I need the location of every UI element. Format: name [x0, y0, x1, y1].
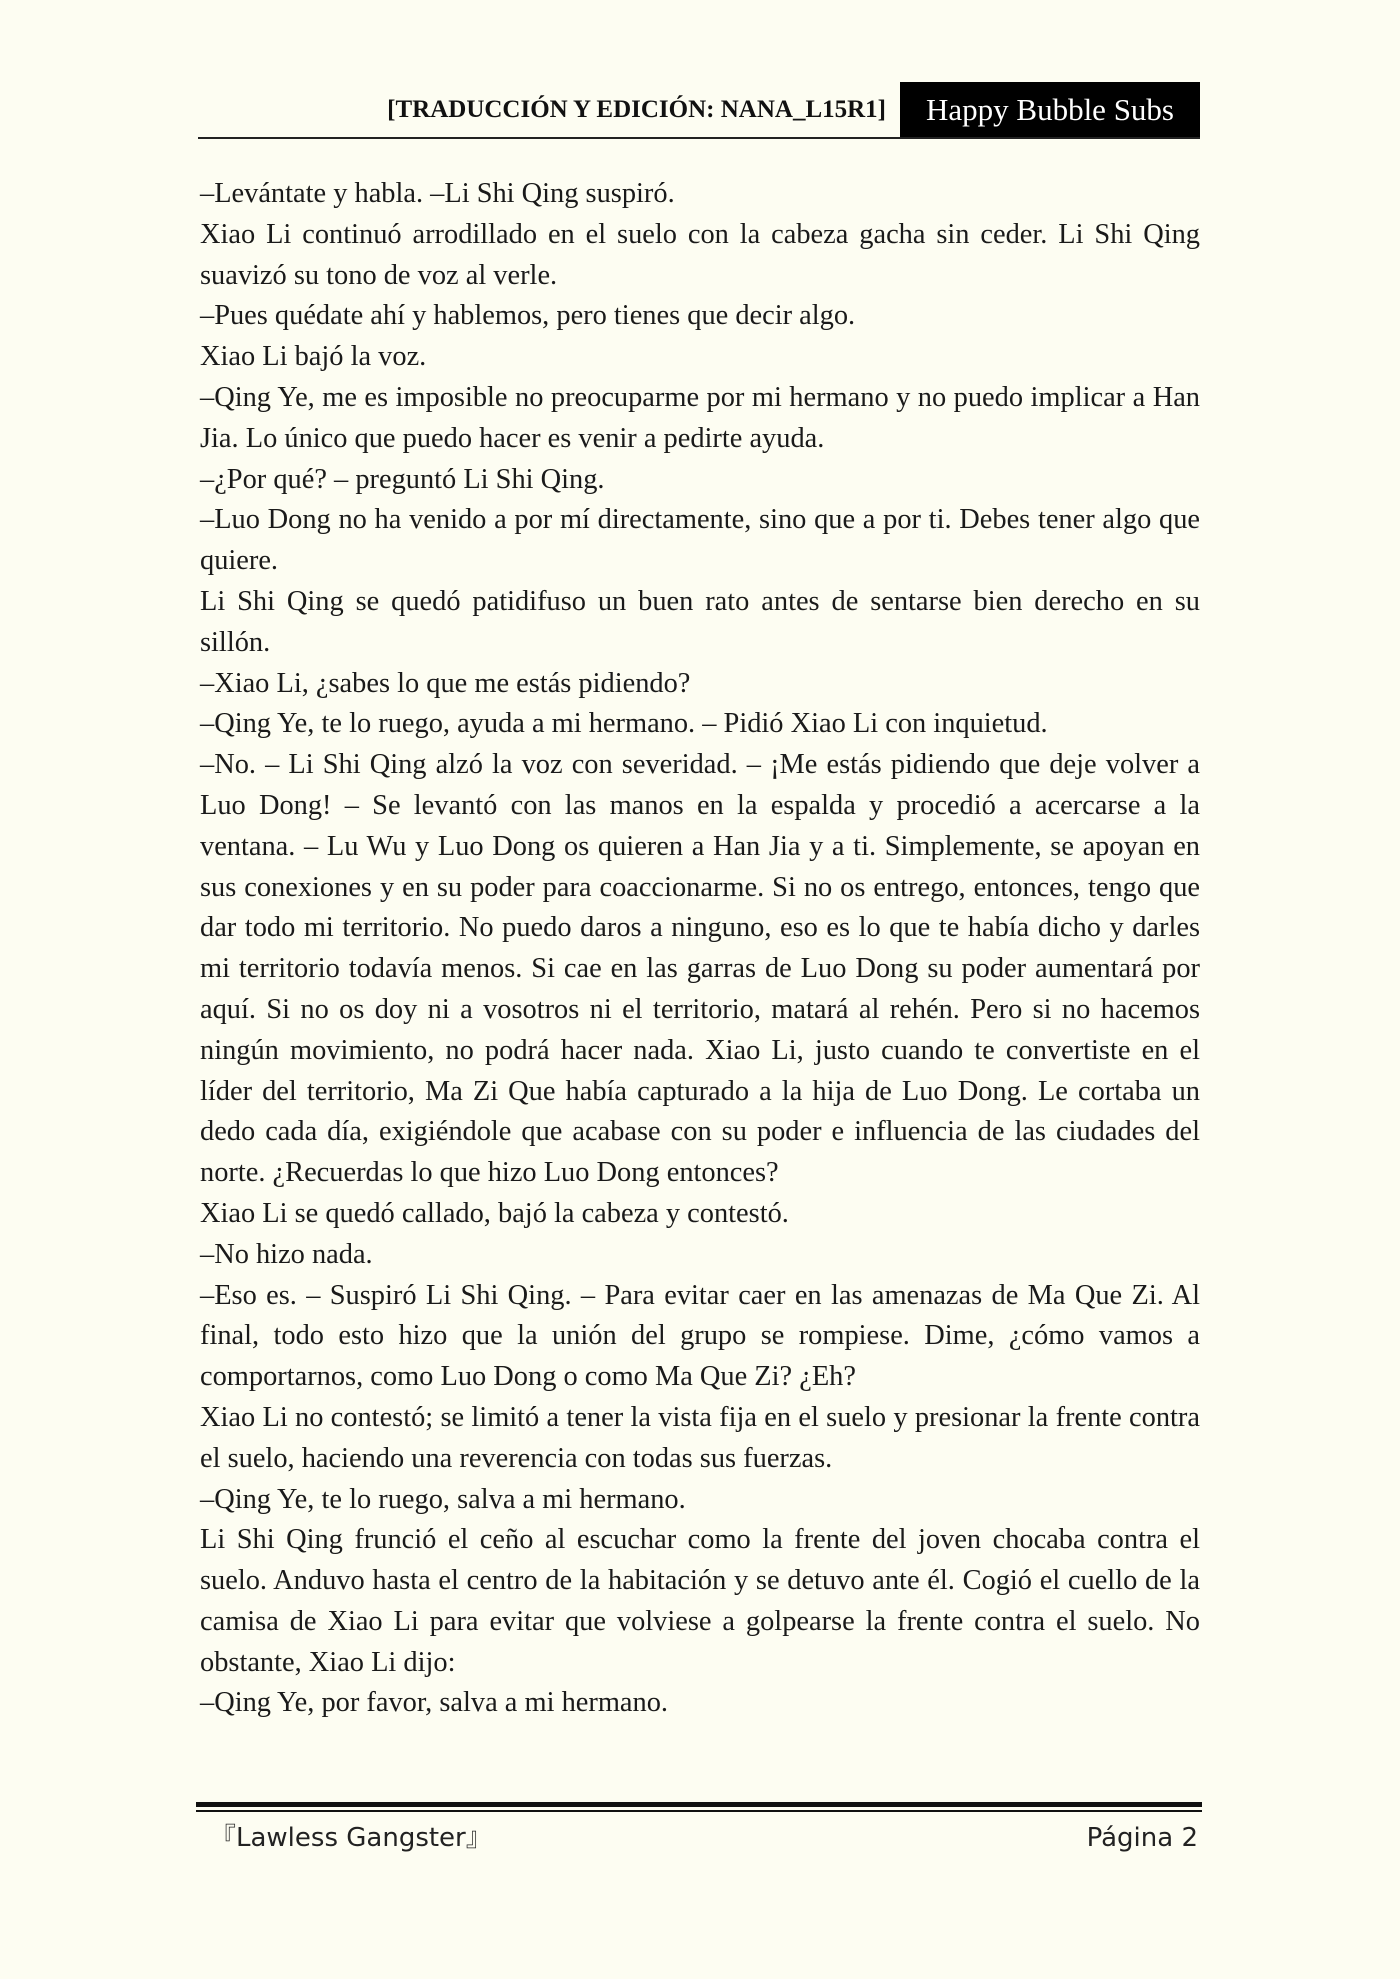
paragraph: –Qing Ye, te lo ruego, salva a mi hermano. [200, 1483, 686, 1515]
footer-divider-thick [196, 1802, 1202, 1807]
paragraph: –Eso es. – Suspiró Li Shi Qing. – Para evitar caer en las amenazas de Ma Que Zi. Al final, todo esto hizo que la unión del grupo se rompiese. Dime, ¿cómo vamos a comportarnos, como Luo Dong o como Ma Que Zi? ¿Eh? [200, 1279, 1200, 1393]
paragraph: Li Shi Qing frunció el ceño al escuchar como la frente del joven chocaba contra el suelo. Anduvo hasta el centro de la habitación y se detuvo ante él. Cogió el cuello de la camisa de Xiao Li para evitar que volviese a golpearse la frente contra el suelo. No obstante, Xiao Li dijo: [200, 1524, 1200, 1678]
paragraph: –Qing Ye, me es imposible no preocuparme por mi hermano y no puedo implicar a Han Jia. Lo único que puedo hacer es venir a pedirte ayuda. [200, 381, 1200, 454]
paragraph: –Luo Dong no ha venido a por mí directamente, sino que a por ti. Debes tener algo que quiere. [200, 504, 1200, 577]
chapter-body [200, 174, 1200, 1724]
paragraph: –Pues quédate ahí y hablemos, pero tienes que decir algo. [200, 300, 856, 332]
paragraph: –Xiao Li, ¿sabes lo que me estás pidiendo? [200, 667, 691, 699]
book-title: 『Lawless Gangster』 [210, 1823, 492, 1853]
paragraph: –No. – Li Shi Qing alzó la voz con severidad. – ¡Me estás pidiendo que deje volver a Luo Dong! – Se levantó con las manos en la espalda y procedió a acercarse a la ventana. – Lu Wu y Luo Dong os quieren a Han Jia y a ti. Simplemente, se apoyan en sus conexiones y en su poder para coaccionarme. Si no os entrego, entonces, tengo que dar todo mi territorio. No puedo daros a ninguno, eso es lo que te había dicho y darles mi territorio todavía menos. Si cae en las garras de Luo Dong su poder aumentará por aquí. Si no os doy ni a vosotros ni el territorio, matará al rehén. Pero si no hacemos ningún movimiento, no podrá hacer nada. Xiao Li, justo cuando te convertiste en el líder del territorio, Ma Zi Que había capturado a la hija de Luo Dong. Le cortaba un dedo cada día, exigiéndole que acabase con su poder e influencia de las ciudades del norte. ¿Recuerdas lo que hizo Luo Dong entonces? [200, 749, 1200, 1189]
translation-credit: [TRADUCCIÓN Y EDICIÓN: NANA_L15R1] [387, 96, 886, 123]
paragraph: Xiao Li bajó la voz. [200, 341, 427, 373]
paragraph: Xiao Li se quedó callado, bajó la cabeza y contestó. [200, 1197, 789, 1229]
group-name-badge: Happy Bubble Subs [900, 82, 1200, 138]
page-number: Página 2 [1086, 1823, 1198, 1853]
paragraph: –Levántate y habla. –Li Shi Qing suspiró. [200, 178, 675, 209]
paragraph: –Qing Ye, te lo ruego, ayuda a mi hermano. – Pidió Xiao Li con inquietud. [200, 708, 1048, 740]
paragraph: –Qing Ye, por favor, salva a mi hermano. [200, 1687, 669, 1719]
paragraph: Li Shi Qing se quedó patidifuso un buen rato antes de sentarse bien derecho en su sillón. [200, 585, 1200, 658]
paragraph: Xiao Li continuó arrodillado en el suelo con la cabeza gacha sin ceder. Li Shi Qing suavizó su tono de voz al verle. [200, 218, 1200, 291]
footer-divider-thin [196, 1810, 1202, 1812]
header-divider [198, 137, 1200, 139]
paragraph: –No hizo nada. [200, 1238, 373, 1270]
page-header [198, 82, 1200, 138]
paragraph: Xiao Li no contestó; se limitó a tener la vista fija en el suelo y presionar la frente contra el suelo, haciendo una reverencia con todas sus fuerzas. [200, 1401, 1200, 1474]
paragraph: –¿Por qué? – preguntó Li Shi Qing. [200, 463, 605, 495]
